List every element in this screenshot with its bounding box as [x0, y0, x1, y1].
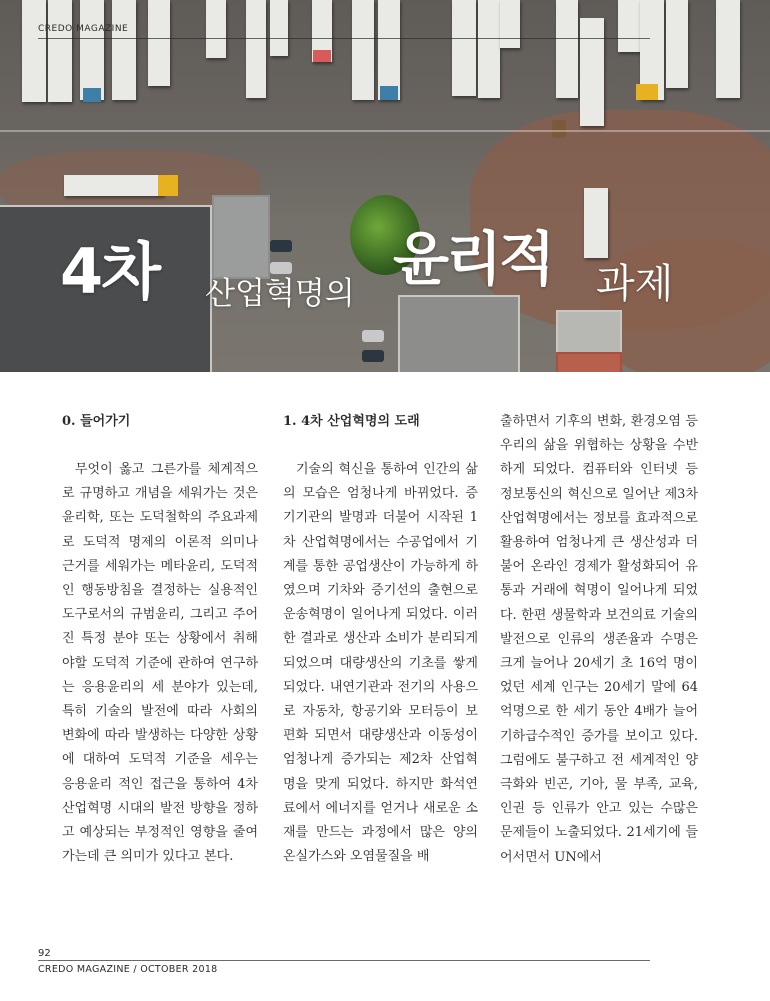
- section-heading: 0. 들어가기: [62, 414, 131, 429]
- section-body: 무엇이 옳고 그른가를 체계적으로 규명하고 개념을 세워가는 것은 윤리학, 또는 도덕철학의 주요과제로 도덕적 명제의 이론적 의미나 근거를 세워가는 메타윤리, 도덕적인 행동방침을 결정하는 실용적인 도구로서의 규범윤리, 그리고 주어진 특정 분야 또는 상황에서 취해야할 도덕적 기준에 관하여 연구하는 응용윤리의 세 분야가 있는데, 특히 기술의 발전에 따라 사회의 변화에 따라 발생하는 다양한 상황에 대하여 도덕적 기준을 세우는 응용윤리 적인 접근을 통하여 4차 산업혁명 시대의 발전 방향을 정하고 예상되는 부정적인 영향을 줄여가는데 큰 의미가 있다고 본다.: [62, 462, 258, 865]
- article-column-1: [62, 410, 258, 869]
- footer-divider: [38, 960, 650, 961]
- page-number: 92: [38, 948, 51, 959]
- section-heading: 1. 4차 산업혁명의 도래: [283, 414, 420, 429]
- section-body-continued: 출하면서 기후의 변화, 환경오염 등 우리의 삶을 위협하는 상황을 수반하게 되었다. 컴퓨터와 인터넷 등 정보통신의 혁신으로 일어난 제3차 산업혁명에서는 정보를 효과적으로 활용하여 엄청나게 큰 생산성과 더불어 온라인 경제가 활성화되어 유통과 거래에 혁명이 일어나게 되었다. 한편 생물학과 보건의료 기술의 발전으로 인류의 생존율과 수명은 크게 늘어나 20세기 초 16억 명이었던 세계 인구는 20세기 말에 64 억명으로 한 세기 동안 4배가 늘어 기하급수적인 증가를 보이고 있다. 그럼에도 불구하고 전 세계적인 양극화와 빈곤, 기아, 물 부족, 교육, 인권 등 인류가 안고 있는 수많은 문제들이 노출되었다. 21세기에 들어서면서 UN에서: [500, 414, 698, 865]
- article-column-2: [283, 410, 478, 869]
- section-body: 기술의 혁신을 통하여 인간의 삶의 모습은 엄청나게 바뀌었다. 증기기관의 발명과 더불어 시작된 1차 산업혁명에서는 수공업에서 기계를 통한 공업생산이 가능하게 하였으며 기차와 증기선의 출현으로 운송혁명이 일어나게 되었다. 이러한 결과로 생산과 소비가 분리되게 되었으며 대량생산의 기초를 쌓게 되었다. 내연기관과 전기의 사용으로 자동차, 항공기와 모터등이 보편화 되면서 대량생산과 이동성이 엄청나게 증가되는 제2차 산업혁명을 맞게 되었다. 하지만 화석연료에서 에너지를 얻거나 새로운 소재를 만드는 과정에서 많은 양의 온실가스와 오염물질을 배: [283, 462, 478, 865]
- title-part-4: 과제: [596, 261, 674, 307]
- title-part-2: 산업혁명의: [205, 276, 355, 312]
- hero-photo: [0, 0, 770, 372]
- footer-issue: CREDO MAGAZINE / OCTOBER 2018: [38, 964, 218, 975]
- magazine-header: CREDO MAGAZINE: [38, 24, 129, 34]
- header-divider: [38, 38, 650, 39]
- title-part-1: 4차: [60, 235, 160, 308]
- article-column-3: [500, 410, 698, 870]
- title-part-3: 윤리적: [393, 225, 553, 293]
